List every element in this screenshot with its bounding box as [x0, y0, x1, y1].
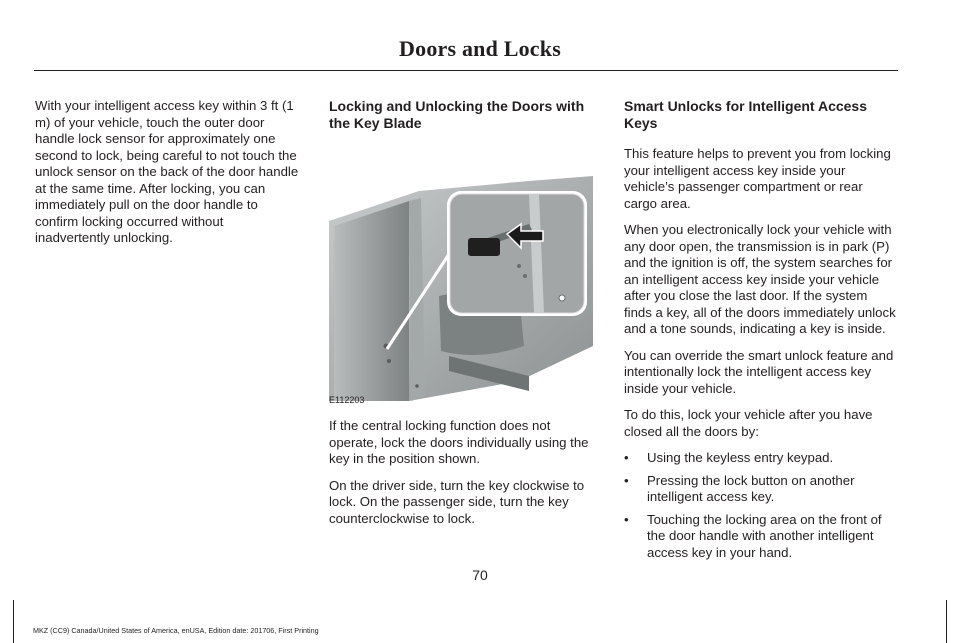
list-item-text: Using the keyless entry keypad.: [647, 450, 834, 465]
page-header-title: Doors and Locks: [399, 36, 561, 61]
footer-edition-info: MKZ (CC9) Canada/United States of America, enUSA, Edition date: 201706, First Printing: [33, 626, 319, 635]
list-item: [624, 512, 896, 562]
smart-unlock-paragraph-1: This feature helps to prevent you from locking your intelligent access key inside your vehicle’s passenger compartment or rear cargo area.: [624, 146, 891, 211]
list-item-text: Pressing the lock button on another intelligent access key.: [647, 472, 855, 504]
crop-mark-right: [946, 600, 947, 643]
column-left: [35, 98, 300, 257]
smart-unlock-paragraph-4: To do this, lock your vehicle after you have closed all the doors by:: [624, 407, 873, 439]
door-lock-illustration-graphic: [329, 146, 593, 406]
list-item-text: Touching the locking area on the front of the door handle with another intelligent access key in your hand.: [647, 511, 882, 560]
key-blade-paragraph-2: On the driver side, turn the key clockwise to lock. On the passenger side, turn the key counterclockwise to lock.: [329, 477, 585, 526]
list-item: [624, 450, 896, 467]
column-middle: [329, 98, 601, 537]
key-blade-paragraph-1: If the central locking function does not operate, lock the doors individually using the key in the position shown.: [329, 418, 589, 466]
smart-unlock-paragraph-3: You can override the smart unlock feature and intentionally lock the intelligent access key inside your vehicle.: [624, 347, 894, 396]
bullet-icon: •: [624, 472, 629, 488]
bullet-icon: •: [624, 450, 629, 465]
crop-mark-left: [13, 600, 14, 643]
header-rule: [34, 70, 898, 71]
section-heading-key-blade: Locking and Unlocking the Doors with the Key Blade: [329, 98, 585, 131]
override-methods-list: [624, 450, 896, 561]
section-heading-smart-unlocks: Smart Unlocks for Intelligent Access Keys: [624, 98, 867, 131]
page-number: 70: [472, 567, 488, 583]
smart-unlock-paragraph-2: When you electronically lock your vehicle with any door open, the transmission is in park (P) and the ignition is off, the system searches for an intelligent access key inside your vehicle after you close the last door. If the system finds a key, all of the doors immediately unlock and a tone sounds, indicating a key is inside.: [624, 222, 896, 336]
list-item: [624, 473, 896, 506]
door-lock-illustration: [329, 146, 593, 406]
column-right: [624, 98, 896, 567]
bullet-icon: •: [624, 511, 629, 527]
intro-paragraph: With your intelligent access key within 3 ft (1 m) of your vehicle, touch the outer door handle lock sensor for approximately one second to lock, being careful to not touch the unlock sensor on the back of the door handle at the same time. After locking, you can immediately pull on the door handle to confirm locking occurred without inadvertently unlocking.: [35, 98, 299, 245]
figure-code: E112203: [329, 394, 365, 405]
